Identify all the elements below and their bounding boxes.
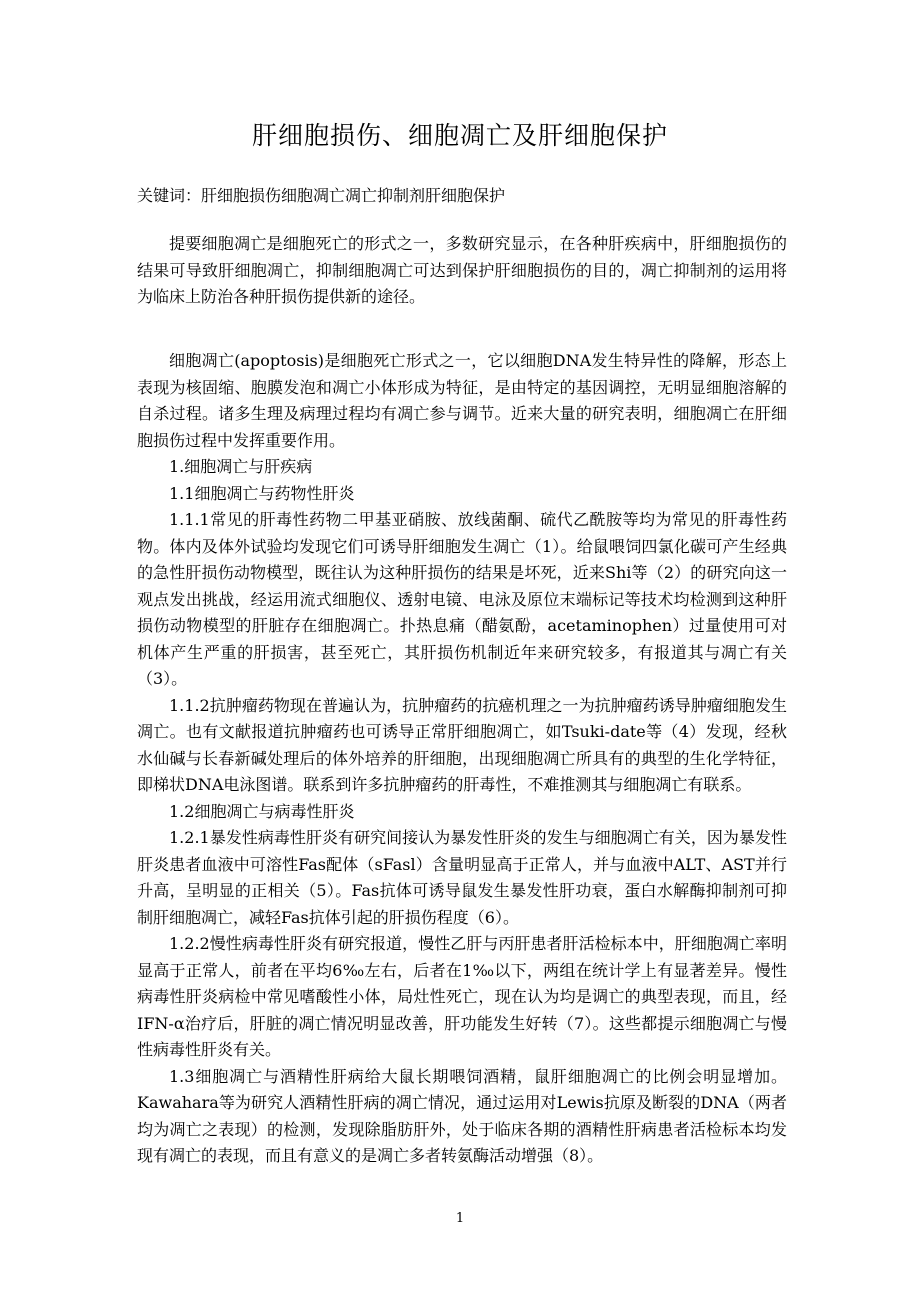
abstract-block [137,231,787,311]
section-heading-1-1: 1.1细胞凋亡与药物性肝炎 [169,483,355,503]
page-number: 1 [455,1211,465,1226]
paragraph-1-1-2: 1.1.2抗肿瘤药物现在普遍认为，抗肿瘤药的抗癌机理之一为抗肿瘤药诱导肿瘤细胞发生凋亡。也有文献报道抗肿瘤药也可诱导正常肝细胞凋亡，如Tsuki-date等（4）发现，经秋水仙碱与长春新碱处理后的体外培养的肝细胞，出现细胞凋亡所具有的典型的生化学特征，即梯状DNA电泳图谱。联系到许多抗肿瘤药的肝毒性，不难推测其与细胞凋亡有联系。 [137,695,787,794]
section-heading-1-2: 1.2细胞凋亡与病毒性肝炎 [169,801,355,821]
section-heading-1: 1.细胞凋亡与肝疾病 [169,457,313,476]
paragraph-1-3: 1.3细胞凋亡与酒精性肝病给大鼠长期喂饲酒精，鼠肝细胞凋亡的比例会明显增加。Kawahara等为研究人酒精性肝病的凋亡情况，通过运用对Lewis抗原及断裂的DNA（两者均为凋亡之表现）的检测，发现除脂肪肝外，处于临床各期的酒精性肝病患者活检标本均发现有凋亡的表现，而且有意义的是凋亡多者转氨酶活动增强（8）。 [137,1066,787,1165]
paragraph-1-2-1: 1.2.1暴发性病毒性肝炎有研究间接认为暴发性肝炎的发生与细胞凋亡有关，因为暴发性肝炎患者血液中可溶性Fas配体（sFasl）含量明显高于正常人，并与血液中ALT、AST并行升高，呈明显的正相关（5）。Fas抗体可诱导鼠发生暴发性肝功衰，蛋白水解酶抑制剂可抑制肝细胞凋亡，减轻Fas抗体引起的肝损伤程度（6）。 [137,828,787,927]
abstract-paragraph: 提要细胞凋亡是细胞死亡的形式之一，多数研究显示，在各种肝疾病中，肝细胞损伤的结果可导致肝细胞凋亡，抑制细胞凋亡可达到保护肝细胞损伤的目的，凋亡抑制剂的运用将为临床上防治各种肝损伤提供新的途径。 [137,234,787,306]
main-body [137,348,787,1170]
paragraph-1-1-1: 1.1.1常见的肝毒性药物二甲基亚硝胺、放线菌酮、硫代乙酰胺等均为常见的肝毒性药物。体内及体外试验均发现它们可诱导肝细胞发生凋亡（1）。给鼠喂饲四氯化碳可产生经典的急性肝损伤动物模型，既往认为这种肝损伤的结果是坏死，近来Shi等（2）的研究向这一观点发出挑战，经运用流式细胞仪、透射电镜、电泳及原位末端标记等技术均检测到这种肝损伤动物模型的肝脏存在细胞凋亡。扑热息痛（醋氨酚，acetaminophen）过量使用可对机体产生严重的肝损害，甚至死亡，其肝损伤机制近年来研究较多，有报道其与凋亡有关（3）。 [137,510,787,688]
paragraph-1-2-2: 1.2.2慢性病毒性肝炎有研究报道，慢性乙肝与丙肝患者肝活检标本中，肝细胞凋亡率明显高于正常人，前者在平均6‰左右，后者在1‰以下，两组在统计学上有显著差异。慢性病毒性肝炎病检中常见嗜酸性小体，局灶性死亡，现在认为均是调亡的典型表现，而且，经IFN-α治疗后，肝脏的凋亡情况明显改善，肝功能发生好转（7）。这些都提示细胞凋亡与慢性病毒性肝炎有关。 [137,934,787,1059]
intro-paragraph: 细胞凋亡(apoptosis)是细胞死亡形式之一，它以细胞DNA发生特异性的降解，形态上表现为核固缩、胞膜发泡和凋亡小体形成为特征，是由特定的基因调控，无明显细胞溶解的自杀过程。诸多生理及病理过程均有凋亡参与调节。近来大量的研究表明，细胞凋亡在肝细胞损伤过程中发挥重要作用。 [137,351,787,450]
keywords-line: 关键词：肝细胞损伤细胞凋亡凋亡抑制剂肝细胞保护 [137,186,506,205]
document-title: 肝细胞损伤、细胞凋亡及肝细胞保护 [251,121,668,150]
